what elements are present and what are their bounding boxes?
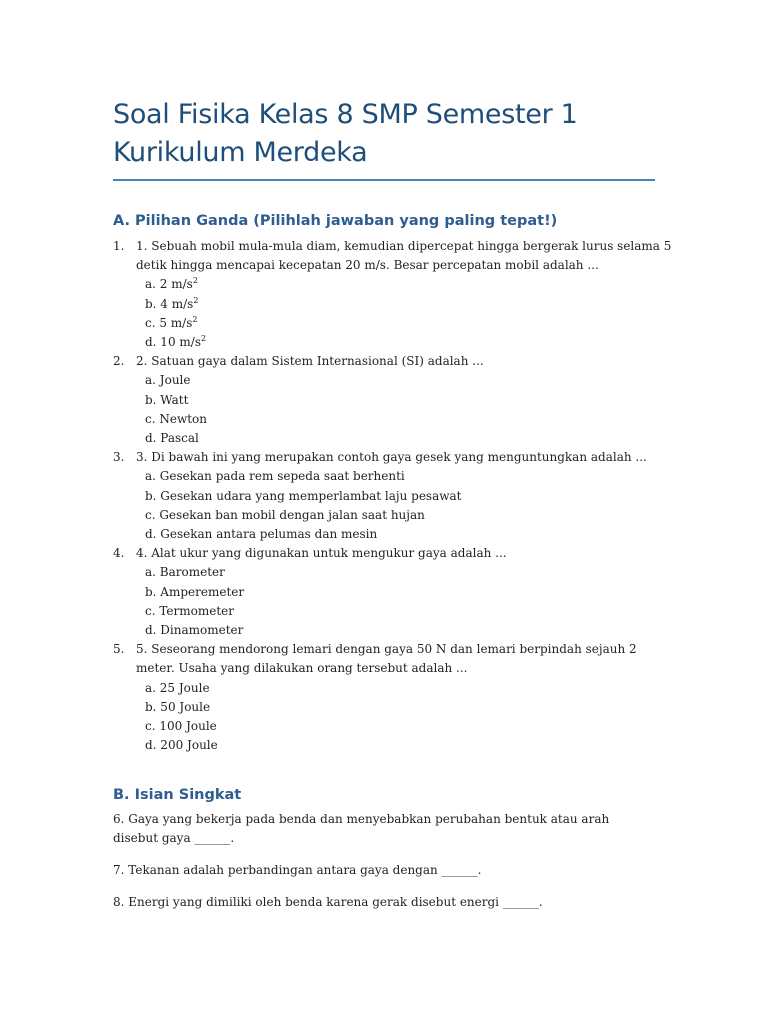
question-number: 5. (113, 642, 125, 657)
question-item (113, 237, 673, 352)
option: c. Gesekan ban mobil dengan jalan saat hujan (145, 507, 425, 522)
option: b. Watt (145, 392, 189, 407)
question-text: 3. Di bawah ini yang merupakan contoh gaya gesek yang menguntungkan adalah ... (136, 450, 647, 465)
question-item (113, 448, 673, 544)
option: a. 25 Joule (145, 680, 210, 695)
question-number: 1. (113, 239, 125, 253)
question-item (113, 352, 673, 448)
multiple-choice-list (113, 237, 673, 755)
question-number: 2. (113, 354, 125, 369)
title-underline (113, 179, 655, 181)
option: d. Pascal (145, 431, 199, 446)
short-answer-item: 6. Gaya yang bekerja pada benda dan menyebabkan perubahan bentuk atau arah disebut gaya ______. (113, 812, 610, 845)
option: a. Barometer (145, 565, 225, 580)
option: c. Newton (145, 411, 207, 426)
question-number: 3. (113, 450, 125, 465)
option: b. 50 Joule (145, 699, 211, 714)
question-text: 2. Satuan gaya dalam Sistem Internasional (SI) adalah ... (136, 354, 484, 369)
option: d. 10 $m/s^2$ (145, 334, 207, 350)
option: c. 5 $m/s^2$ (145, 314, 198, 330)
option: a. 2 $m/s^2$ (145, 276, 198, 292)
option: d. Gesekan antara pelumas dan mesin (145, 527, 378, 542)
option: d. 200 Joule (145, 738, 218, 753)
question-text: 5. Seseorang mendorong lemari dengan gaya 50 N dan lemari berpindah sejauh 2 meter. Usaha yang dilakukan orang tersebut adalah ... (136, 642, 637, 676)
option: a. Gesekan pada rem sepeda saat berhenti (145, 469, 405, 484)
short-answer-item: 8. Energi yang dimiliki oleh benda karena gerak disebut energi ______. (113, 895, 543, 909)
option: b. 4 $m/s^2$ (145, 295, 199, 311)
option: a. Joule (145, 373, 191, 388)
question-item (113, 544, 673, 640)
option: c. 100 Joule (145, 719, 217, 734)
question-item (113, 640, 673, 755)
question-number: 4. (113, 546, 125, 561)
question-text: 1. Sebuah mobil mula-mula diam, kemudian dipercepat hingga bergerak lurus selama 5 detik hingga mencapai kecepatan 20 m/s. Besar percepatan mobil adalah ... (136, 239, 672, 273)
option: b. Gesekan udara yang memperlambat laju pesawat (145, 488, 462, 503)
section-a-title: A. Pilihan Ganda (Pilihlah jawaban yang paling tepat!) (113, 213, 558, 229)
option: b. Amperemeter (145, 584, 245, 599)
option: d. Dinamometer (145, 623, 244, 638)
short-answer-item: 7. Tekanan adalah perbandingan antara gaya dengan ______. (113, 863, 482, 877)
option: c. Termometer (145, 603, 235, 618)
question-text: 4. Alat ukur yang digunakan untuk mengukur gaya adalah ... (136, 546, 507, 561)
document-title: Soal Fisika Kelas 8 SMP Semester 1 Kurikulum Merdeka (113, 99, 578, 168)
section-b-title: B. Isian Singkat (113, 787, 242, 803)
